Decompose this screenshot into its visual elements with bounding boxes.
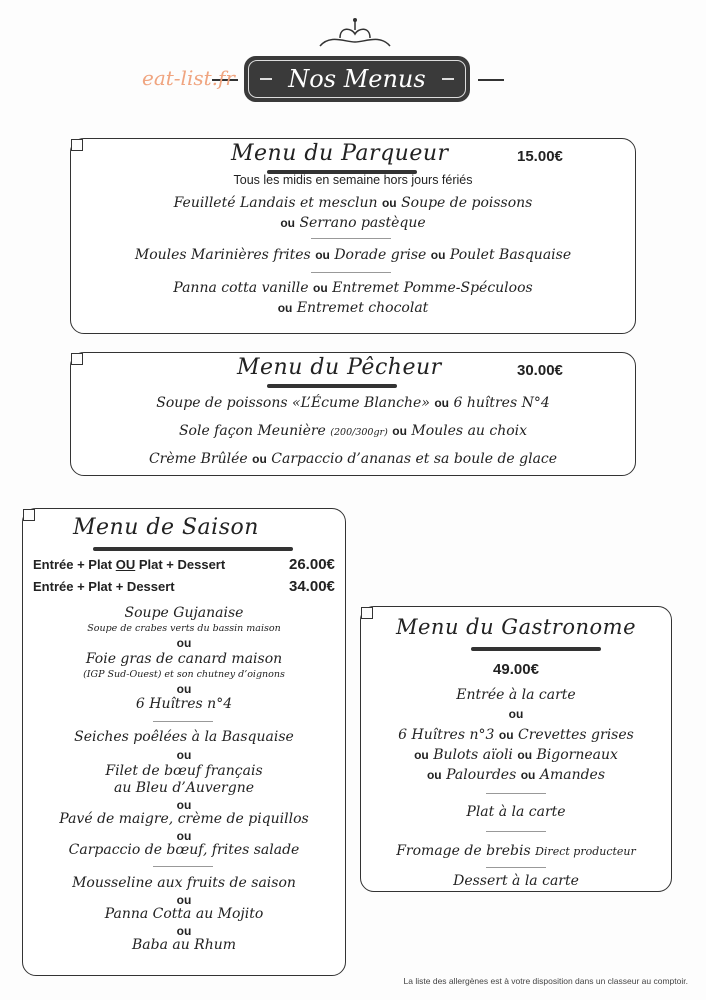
saison-price-2: 34.00€ xyxy=(289,578,335,595)
saison-dessert-1: Mousseline aux fruits de saison xyxy=(72,875,296,891)
parqueur-line-1: Feuilleté Landais et mesclun ou Soupe de poissons xyxy=(173,195,533,211)
parqueur-line-5: ou Entremet chocolat xyxy=(277,300,429,316)
gastro-line-2: 6 Huîtres n°3 ou Crevettes grises xyxy=(398,727,634,743)
gastro-dessert: Dessert à la carte xyxy=(453,873,579,889)
gastro-title: Menu du Gastronome xyxy=(396,615,636,639)
saison-option-2: Entrée + Plat + Dessert xyxy=(33,579,175,594)
watermark: eat-list.fr xyxy=(142,66,235,90)
saison-dessert-2: Panna Cotta au Mojito xyxy=(104,906,264,922)
header-ornament xyxy=(300,16,410,56)
header-title: Nos Menus xyxy=(288,65,426,93)
divider xyxy=(153,866,213,867)
allergen-footer: La liste des allergènes est à votre disposition dans un classeur au comptoir. xyxy=(403,976,688,986)
ou-label: ou xyxy=(176,748,192,762)
ou-label: ou xyxy=(176,682,192,696)
saison-title-underline xyxy=(93,547,293,551)
divider xyxy=(153,721,213,722)
saison-plat-4: Carpaccio de bœuf, frites salade xyxy=(68,842,300,858)
divider xyxy=(311,272,391,273)
saison-plat-2a: Filet de bœuf français xyxy=(105,763,263,779)
gastro-price: 49.00€ xyxy=(493,661,539,678)
menu-parqueur xyxy=(70,138,636,334)
parqueur-line-3: Moules Marinières frites ou Dorade grise ou Poulet Basquaise xyxy=(134,247,572,263)
pecheur-line-3: Crème Brûlée ou Carpaccio d’ananas et sa boule de glace xyxy=(148,451,558,467)
pecheur-title: Menu du Pêcheur xyxy=(237,355,442,380)
parqueur-note: Tous les midis en semaine hors jours fériés xyxy=(233,173,473,187)
divider xyxy=(311,238,391,239)
menu-saison xyxy=(22,508,346,976)
header-banner xyxy=(244,56,470,102)
gastro-plat: Plat à la carte xyxy=(466,804,566,820)
saison-plat-2b: au Bleu d’Auvergne xyxy=(113,780,255,796)
ou-label: ou xyxy=(176,829,192,843)
parqueur-line-2: ou Serrano pastèque xyxy=(280,215,426,231)
saison-entree-1: Soupe Gujanaise xyxy=(124,605,244,621)
saison-entree-3: 6 Huîtres n°4 xyxy=(135,696,233,712)
ou-label: ou xyxy=(176,798,192,812)
pecheur-title-underline xyxy=(267,384,397,388)
pecheur-line-1: Soupe de poissons «L’Écume Blanche» ou 6 huîtres N°4 xyxy=(156,395,550,411)
gastro-fromage: Fromage de brebis Direct producteur xyxy=(396,843,636,859)
pecheur-price: 30.00€ xyxy=(517,362,563,379)
ou-label: ou xyxy=(176,924,192,938)
menu-gastronome xyxy=(360,606,672,892)
saison-dessert-3: Baba au Rhum xyxy=(131,937,237,953)
saison-price-1: 26.00€ xyxy=(289,556,335,573)
header-line-right xyxy=(478,79,504,81)
ou-label: ou xyxy=(176,636,192,650)
saison-title: Menu de Saison xyxy=(73,515,259,540)
saison-entree-2: Foie gras de canard maison xyxy=(85,651,283,667)
divider xyxy=(486,831,546,832)
parqueur-title: Menu du Parqueur xyxy=(231,141,449,166)
gastro-line-4: ou Palourdes ou Amandes xyxy=(426,767,606,783)
ou-label: ou xyxy=(508,707,524,721)
saison-plat-3: Pavé de maigre, crème de piquillos xyxy=(59,811,309,827)
pecheur-line-2: Sole façon Meunière (200/300gr) ou Moules au choix xyxy=(178,423,528,439)
ou-label: ou xyxy=(176,893,192,907)
saison-entree-1-desc: Soupe de crabes verts du bassin maison xyxy=(87,623,281,634)
parqueur-price: 15.00€ xyxy=(517,148,563,165)
parqueur-line-4: Panna cotta vanille ou Entremet Pomme-Spéculoos xyxy=(173,280,533,296)
gastro-line-3: ou Bulots aïoli ou Bigorneaux xyxy=(414,747,618,763)
saison-entree-2-desc: (IGP Sud-Ouest) et son chutney d’oignons xyxy=(83,669,285,680)
menu-pecheur xyxy=(70,352,636,476)
gastro-entree: Entrée à la carte xyxy=(456,687,576,703)
divider xyxy=(486,867,546,868)
gastro-title-underline xyxy=(471,647,601,651)
saison-plat-1: Seiches poêlées à la Basquaise xyxy=(74,729,294,745)
saison-option-1: Entrée + Plat OU Plat + Dessert xyxy=(33,557,226,572)
divider xyxy=(486,793,546,794)
